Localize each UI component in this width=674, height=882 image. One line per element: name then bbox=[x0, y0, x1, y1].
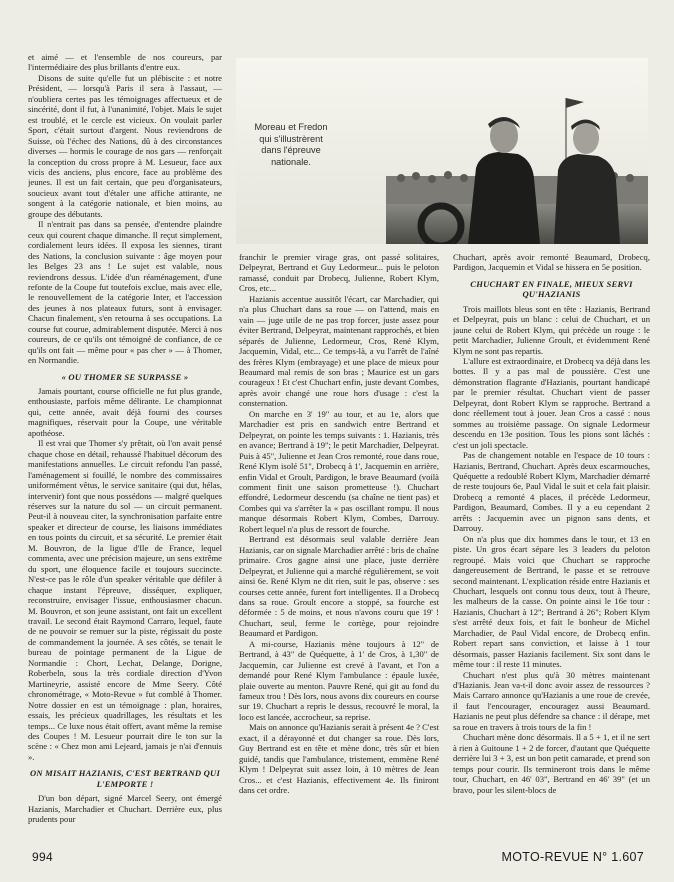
caption-line: Moreau et Fredon bbox=[254, 122, 328, 132]
paragraph: Il est vrai que Thomer s'y prêtait, où l'on avait pensé chaque chose en détail, rehaussé l'habituel décorum des manifestations annuelles. Le circuit refondu l'an passé, l'aménagement si fouillé, le nombre des commissaires uniformément vêtus, le service sanitaire (qui dut, hélas, intervenir) font que nous possédons — malgré quelques réserves sur la nature du sol — un circuit permanent. Peut-il à nouveau citer, la synchronisation parfaite entre speaker et directeur de course, les liaisons immédiates en tous points du circuit, et sa sécurité. Le premier était M. Bouvron, de la ligue d'Ile de France, lequel commenta, avec une précision majeure, un sens extrême du sport, une éloquence facile et toujours succincte. N'est-ce pas le rôle d'un speaker véritable que défiler à chaque instant l'épreuve, disséquer, expliquer, reconstruire, envisager l'issue, enthousiasmer chacun. M. Bouvron, et son jeune assistant, ont fait un excellent travail. Le second était Raymond Carraro, lequel, faute de ne pouvoir se remuer sur la piste, régissait du poste de commandement la journée. A ses côtés, se tenait le bureau de pointage permanent de la Ligue de Normandie : Chort, Lechat, Delange, Dorigne, Roberbeln, sous la très cordiale direction d'Yvon Martineyrie, assisté encore de Mme Seery. Côté chronométrage, « Moto-Revue » fut comblé à Thomer. Notre dossier en est un témoignage : plan, horaires, essais, les précieux quadrillages, les résultats et les temps... Ce luxe nous était offert, avant même la remise des Coupes ! M. Lesueur pourrait dire le ton sur la scène : « Chez mon ami Lejeard, jamais je n'ai d'ennuis ». bbox=[28, 438, 222, 762]
section-heading: « OU THOMER SE SURPASSE » bbox=[61, 371, 189, 382]
paragraph: D'un bon départ, signé Marcel Seery, ont émergé Hazianis, Marchadier et Chuchart. Derrière eux, plus prudents pour bbox=[28, 793, 222, 825]
paragraph: Chuchart, après avoir remonté Beaumard, Drobecq, Pardigon, Jacquemin et Vidal se hissera en 5e position. bbox=[453, 252, 650, 273]
paragraph: franchir le premier virage gras, ont passé solitaires, Delpeyrat, Bertrand et Guy Ledormeur... puis le peloton ramassé, conduit par Drobecq, Julienne, Robert Klym, Cros, etc... bbox=[239, 252, 439, 294]
caption-line: nationale. bbox=[271, 156, 311, 167]
paragraph: Jamais pourtant, course officielle ne fut plus grande, enthousiaste, parfois même délirante. Le championnat qui, cette année, avait déjà fourni des courses magnifiques, réservait pour la Coupe, une véritable apothéose. bbox=[28, 386, 222, 438]
paragraph: Disons de suite qu'elle fut un plébiscite : et notre Président, — lorsqu'à Paris il sera à l'assaut, — n'oubliera certes pas les témoignages affectueux et de sincérité, dont il fut, à l'unanimité, l'objet. Mais le sujet est troublé, et le cercle est vicieux. On voulait parler Sport, c'était surtout d'argent. Nous reviendrons de Suisse, où l'échec des Nations, dû à des circonstances diverses — hormis le courage de nos gars — renforçait la conception du cross propre à M. Lesueur, face aux vicis des anciens, plus encore, face au problème des jeunes. Il est un fait certain, que peu d'organisateurs, soucieux avant tout d'étaler une affiche attirante, ne songent à la catégorie nationale, et bien moins, au groupe des débutants. bbox=[28, 72, 222, 219]
section-heading: ON MISAIT HAZIANIS, C'EST BERTRAND QUI L'EMPORTE ! bbox=[29, 768, 221, 789]
caption-line: qui s'illustrèrent bbox=[259, 133, 323, 144]
paragraph: Trois maillots bleus sont en tête : Hazianis, Bertrand et Delpeyrat, puis un blanc : celui de Chuchart, et un jaune celui de Robert Klym, qui précède un rouge : le petit Marchadier, Julienne Groult, et évidemment René Klym ne sont pas repartis. bbox=[453, 303, 650, 356]
paragraph: Hazianis accentue aussitôt l'écart, car Marchadier, qui n'a plus Chuchart dans sa roue — on l'attend, mais en vain — juge utile de ne pas trop forcer, juste assez pour éviter Bertrand, Delpeyrat, maintenant rapprochés, et bien séparés de Julienne, Ledormeur, Cros, René Klym, Jacquemin, Vidal, etc... Ce temps-là, a vu l'arrêt de l'aîné des frères Klym (embrayage) et une place de mieux pour Beaumard mal remis de son bras ; Maurice est un gars courageux ! Et c'est Chuchart enfin, juste devant Combes, après avoir changé une roue hors d'usage : c'est la consternation. bbox=[239, 293, 439, 409]
paragraph: et aimé — et l'ensemble de nos coureurs, par l'intermédiaire des plus brillants d'entre eux. bbox=[28, 52, 222, 73]
paragraph: Mais on annonce qu'Hazianis serait à présent 4e ? C'est exact, il a dérayonné et dut changer sa roue. Dès lors, Guy Bertrand est en tête et mène donc, très sûr et bien guidé, tandis que l'ambulance, tristement, emmène René Klym ! Delpeyrat suit assez loin, à 10 mètres de Jean Cros... et c'est Hazianis, effectivement 4e. Ils finiront dans cet ordre. bbox=[239, 722, 439, 796]
paragraph: On n'a plus que dix hommes dans le tour, et 13 en piste. Un gros écart sépare les 3 leaders du peloton regroupé. Mais voici que Chuchart se rapproche dangereusement de Bertrand, le passe et se retrouve second maintenant. L'explication réside entre Hazianis et Chuchart, lesquels ont connu tous deux, tout à l'heure, les malheurs de la casse. On pointe ainsi le 16e tour : Hazianis, Chuchart à 12"; Bertrand à 26"; Robert Klym s'est arrêté deux fois, et fait le bonheur de Michel Marchadier, de Paul Vidal encore, de Drobecq enfin. Robert repart sans conviction, et laisse à 1 tour désormais, passer Hazianis facilement. Six sont dans le même tour : il reste 11 minutes. bbox=[453, 533, 650, 670]
paragraph: Il n'entrait pas dans sa pensée, d'entendre plaindre ceux qui courent chaque dimanche. Il reçut simplement, cordialement leurs idées. Il exposa les siennes, tirant des Nations, la conclusion suivante : âge moyen pour les Belges 23 ans ! Le sujet est valable, nous reviendrons dessus. L'idée d'un réaménagement, d'une refonte de la Coupe fut toutefois exclue, mais avec elle, le renouvellement de la catégorie Inter, et l'accession des jeunes à nos plateaux futurs, sont à envisager. Chacun finalement, s'en retourna à ses occupations. La course fut courue, admirablement disputée. Merci à nos coureurs, de ce qu'ils ont témoigné de confiance, de ce qu'ils ont fait — même pour « pas cher » — à Thomer, en Normandie. bbox=[28, 219, 222, 366]
text-column-left bbox=[28, 52, 222, 842]
caption-line: dans l'épreuve bbox=[261, 145, 321, 156]
paragraph: Chuchart n'est plus qu'à 30 mètres maintenant d'Hazianis. Jean va-t-il donc avoir assez de ressources ? Mais Carraro annonce qu'Hazianis a une roue de crevée, il faut l'encourager, encouragez aussi Beaumard. Hazianis ne peut plus défendre sa chance : il dérape, met sa roue en travers à trois tours de la fin ! bbox=[453, 669, 650, 732]
paragraph: Chuchart mène donc désormais. Il a 5 + 1, et il ne sert à rien à Guitoune 1 + 2 de forcer, d'autant que Quéquette derrière lui 3 + 3, est un bon petit camarade, et prend son temps pour courir. Ils termineront trois dans le même tour, Chuchart, en 46' 03", Bertrand en 46' 39" (et un bravo, pour les silent-blocs de bbox=[453, 732, 650, 795]
paragraph: A mi-course, Hazianis mène toujours à 12" de Bertrand, à 43" de Quéquette, à 1' de Cros, à 1,30" de Jacquemin, car Julienne est crevé à l'avant, et l'on a demandé pour René Klym l'ambulance : épaule luxée, plaie ouverte au menton. Pauvre René, qui git au fond du fameux trou ! Dès lors, nous avons dix coureurs en course sur 19. Chuchart a repris le dessus, recouvré le moral, la loco est lancée, accrocheur, sa reprise. bbox=[239, 638, 439, 722]
photo-caption bbox=[250, 122, 332, 168]
text-column-middle bbox=[239, 252, 439, 847]
text-column-right bbox=[453, 252, 650, 847]
paragraph: On marche en 3' 19" au tour, et au 1e, alors que Marchadier est pris en sandwich entre Bertrand et Delpeyrat, on pointe les temps suivants : 1. Hazianis, très en avance; Bertrand à 19"; le petit Marchadier, Delpeyrat. Puis à 45", Julienne et Jean Cros remonté, roue dans roue, René Klym isolé 51", Drobecq à 1', Jacquemin en arrière, enfin Vidal et Groult, Pardigon, le brave Beaumard (voilà comment finit une saison prometteuse !). Chuchart effondré, Ledormeur descendu (sa chaîne ne tient pas) et Combes qui va s'arrêter la « pas oscillant rompu. Il nous manque désormais Robert Klym, Combes, Darrouy. Robert lequel n'a plus de ressort de fourche. bbox=[239, 408, 439, 534]
section-heading: CHUCHART EN FINALE, MIEUX SERVI QU'HAZIANIS bbox=[470, 278, 633, 300]
paragraph: Pas de changement notable en l'espace de 10 tours : Hazianis, Bertrand, Chuchart. Après deux escarmouches, Quéquette a redoublé Robert Klym, Marchadier démarré de reste toujours 6e, Paul Vidal le suit et cela fait plaisir. Drobecq a remonté 4 places, il précède Ledormeur, Pardigon, Beaumard, Combes. Il y a eu cependant 2 arrêts : Jacquemin avec un pignon sans dents, et Darrouy. bbox=[453, 450, 650, 534]
page-number: 994 bbox=[32, 850, 53, 864]
paragraph: Bertrand est désormais seul valable derrière Jean Hazianis, car on signale Marchadier arrêté : bris de chaîne primaire. Cros gagne ainsi une place, juste derrière Delpeyrat, et Julienne qui a marché régulièrement, se voit ainsi 6e. René Klym ne dit rien, suit le pas, observe : ses courses cette année, furent fort intelligentes. Il a Drobecq dans sa roue. Groult encore a stoppé, sa fourche est déformée : 5 de moins, et nous n'avons couru que 19' ! Chuchart, seul, ferme le cortège, pour rejoindre Beaumard et Pardigon. bbox=[239, 534, 439, 639]
paragraph: L'allure est extraordinaire, et Drobecq va déjà dans les bottes. Il y a pas mal de poussière. C'est une démonstration flagrante d'Hazianis, pourtant handicapé par le premier résultat. Chuchart vient de passer Delpeyrat, dont Robert Klym se rapproche. Bertrand a donc réellement tout à jouer. Jean Cros a cassé : nous sommes au troisième passage. On signale Ledormeur descendu en 13e position. Tous les pions sont lâchés : c'est un joli spectacle. bbox=[453, 355, 650, 450]
issue-label: MOTO-REVUE N° 1.607 bbox=[501, 850, 644, 864]
